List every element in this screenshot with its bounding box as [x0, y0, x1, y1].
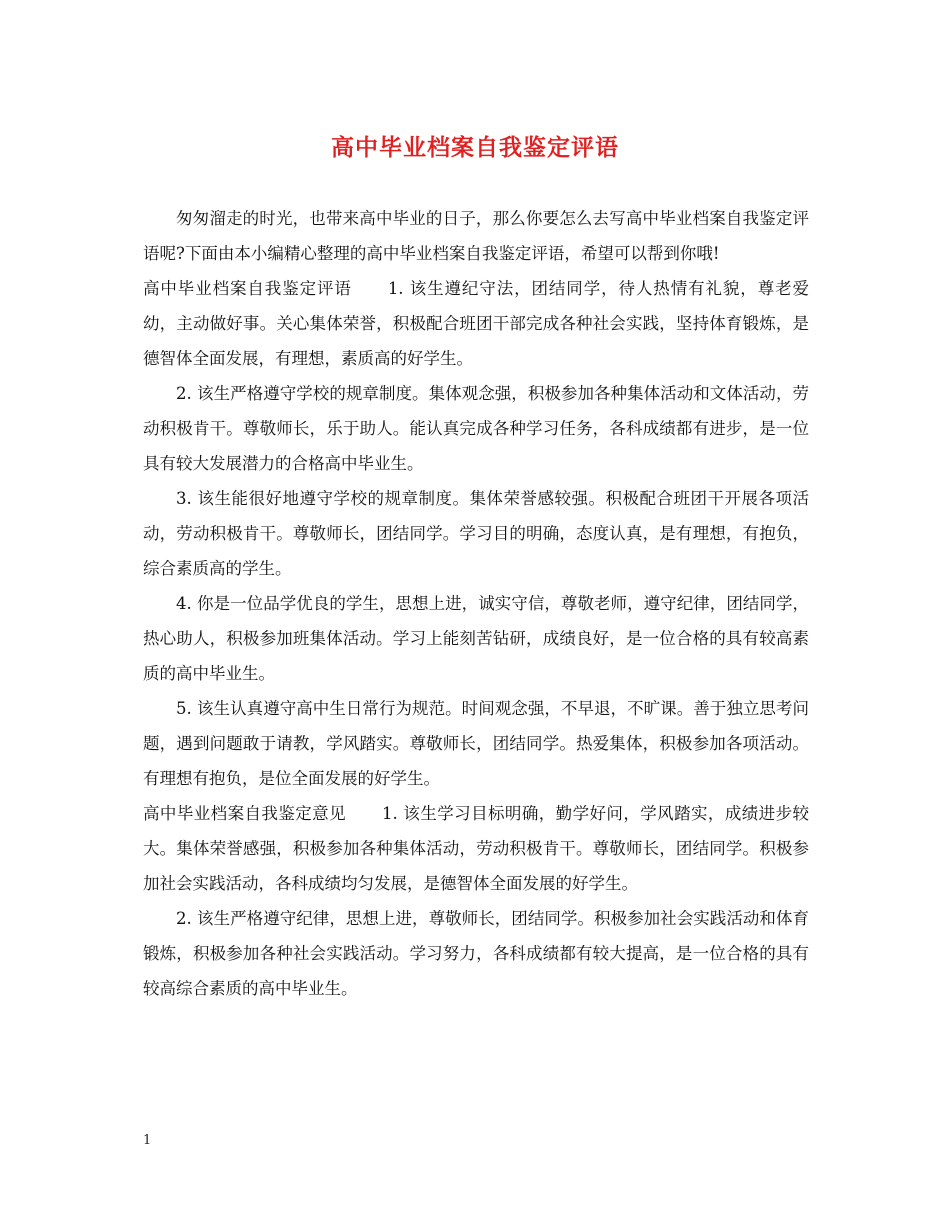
- section-2-item-1: 1. 该生学习目标明确，勤学好问，学风踏实，成绩进步较大。集体荣誉感强，积极参加各种集体活动，劳动积极肯干。尊敬师长，团结同学。积极参加社会实践活动，各科成绩均匀发展，是德智体全面发展的好学生。: [143, 804, 809, 893]
- section-1-item-2: 2. 该生严格遵守学校的规章制度。集体观念强，积极参加各种集体活动和文体活动，劳动积极肯干。尊敬师长，乐于助人。能认真完成各种学习任务，各科成绩都有进步，是一位具有较大发展潜力的合格高中毕业生。: [143, 384, 809, 473]
- page-number: 1: [143, 1133, 152, 1148]
- document-title: 高中毕业档案自我鉴定评语: [331, 134, 619, 161]
- section-2-item-2: 2. 该生严格遵守纪律，思想上进，尊敬师长，团结同学。积极参加社会实践活动和体育锻炼，积极参加各种社会实践活动。学习努力，各科成绩都有较大提高，是一位合格的具有较高综合素质的高中毕业生。: [143, 909, 809, 998]
- section-2-heading: 高中毕业档案自我鉴定意见: [143, 804, 346, 823]
- section-1-item-5: 5. 该生认真遵守高中生日常行为规范。时间观念强，不早退，不旷课。善于独立思考问题，遇到问题敢于请教，学风踏实。尊敬师长，团结同学。热爱集体，积极参加各项活动。有理想有抱负，是位全面发展的好学生。: [143, 699, 809, 788]
- section-1-item-4: 4. 你是一位品学优良的学生，思想上进，诚实守信，尊敬老师，遵守纪律，团结同学，热心助人，积极参加班集体活动。学习上能刻苦钻研，成绩良好，是一位合格的具有较高素质的高中毕业生。: [143, 594, 809, 683]
- section-1-heading: 高中毕业档案自我鉴定评语: [143, 279, 352, 298]
- intro-paragraph: 匆匆溜走的时光，也带来高中毕业的日子，那么你要怎么去写高中毕业档案自我鉴定评语呢?下面由本小编精心整理的高中毕业档案自我鉴定评语，希望可以帮到你哦!: [143, 209, 809, 263]
- section-1-paragraph-1: [143, 271, 809, 376]
- section-2-paragraph-1: [143, 796, 809, 901]
- document-body: [143, 201, 809, 1006]
- section-1-item-3: 3. 该生能很好地遵守学校的规章制度。集体荣誉感较强。积极配合班团干开展各项活动，劳动积极肯干。尊敬师长，团结同学。学习目的明确，态度认真，是有理想，有抱负，综合素质高的学生。: [143, 489, 809, 578]
- section-1-item-1: 1. 该生遵纪守法，团结同学，待人热情有礼貌，尊老爱幼，主动做好事。关心集体荣誉，积极配合班团干部完成各种社会实践，坚持体育锻炼，是德智体全面发展，有理想，素质高的好学生。: [143, 279, 810, 368]
